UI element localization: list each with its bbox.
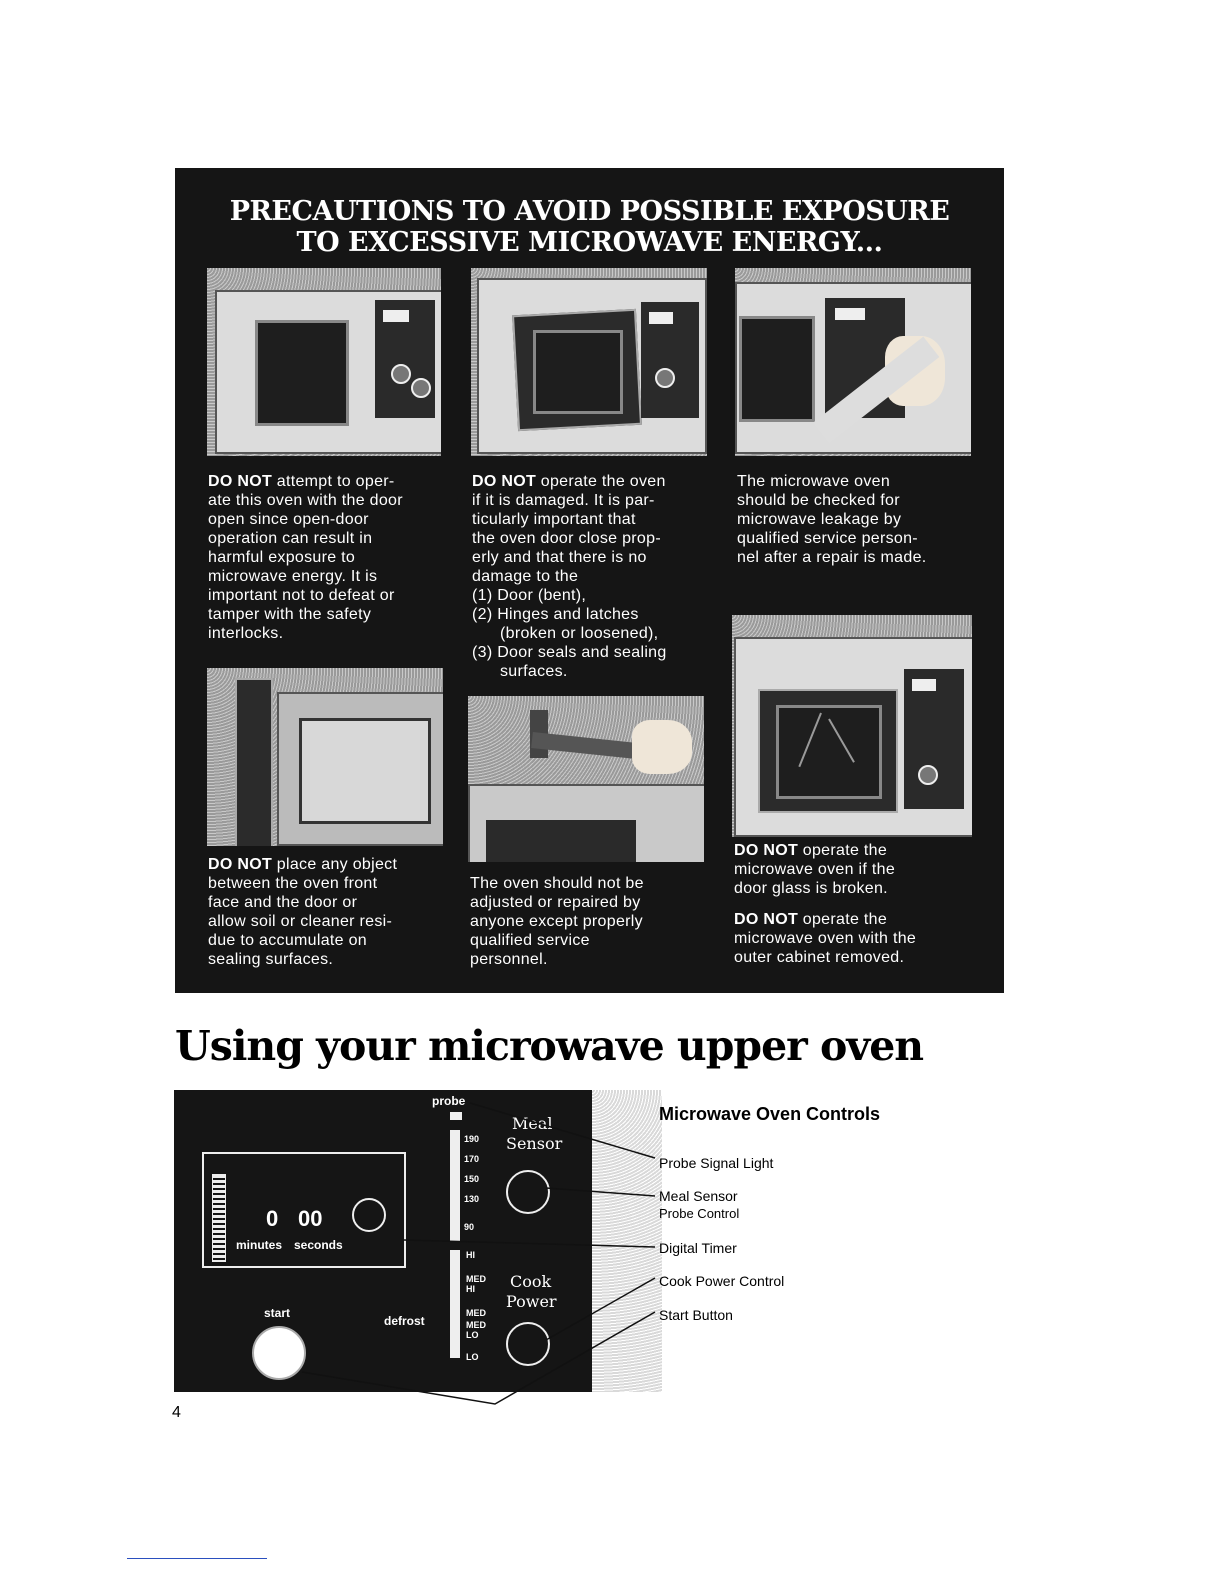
cook-power-label-2: Power [506, 1292, 557, 1311]
probe-signal-light [450, 1112, 462, 1120]
power-lo: LO [466, 1352, 479, 1362]
footer-rule [127, 1558, 267, 1559]
timer-bar-graph [212, 1174, 226, 1262]
control-panel-illustration [174, 1090, 592, 1392]
meal-sensor-label-2: Sensor [506, 1134, 563, 1153]
label-meal-sensor: Meal Sensor [659, 1188, 738, 1204]
power-med-hi: MED HI [466, 1274, 486, 1294]
col2-warning-2: The oven should not be adjusted or repaired by anyone except properly qualified service personnel. [470, 875, 644, 968]
minutes-label: minutes [236, 1238, 283, 1252]
temp-90: 90 [464, 1222, 475, 1232]
page-number: 4 [172, 1404, 181, 1421]
probe-label: probe [432, 1094, 466, 1108]
power-med: MED [466, 1308, 486, 1318]
photo-open-door-oven [207, 268, 441, 456]
section-title: Using your microwave upper oven [175, 1022, 924, 1070]
defrost-label: defrost [384, 1314, 425, 1328]
photo-hammer-repair [468, 696, 704, 862]
photo-object-in-door [207, 668, 443, 846]
col1-warning-1: DO NOT attempt to oper- ate this oven with the door open since open-door operation can result in harmful exposure to microwave energy. It is important not to defeat or tamper with the safety interlocks. [208, 473, 403, 642]
precautions-panel [175, 168, 1004, 993]
label-cook-power: Cook Power Control [659, 1273, 785, 1289]
label-probe-signal: Probe Signal Light [659, 1155, 774, 1171]
timer-knob[interactable] [352, 1198, 386, 1232]
photo-leakage-check [735, 268, 971, 456]
cook-power-knob[interactable] [506, 1322, 550, 1366]
power-scale [450, 1250, 460, 1358]
timer-seconds-digits: 00 [298, 1206, 323, 1231]
col3-note-1: The microwave oven should be checked for microwave leakage by qualified service person- nel after a repair is made. [737, 473, 927, 566]
temp-150: 150 [464, 1174, 480, 1184]
col1-warning-2: DO NOT place any object between the oven front face and the door or allow soil or cleaner resi- due to accumulate on sealing surfaces. [208, 856, 398, 968]
label-start-button: Start Button [659, 1307, 733, 1323]
photo-broken-glass [732, 615, 972, 837]
power-med-lo: MED LO [466, 1320, 486, 1340]
power-hi: HI [466, 1250, 475, 1260]
col2-warning-1: DO NOT operate the oven if it is damaged. It is par- ticularly important that the oven door close prop- erly and that there is no damage to the (1) Door (bent), (2) Hinges and latches (broken or loosened), (3) Door seals and sealing surfaces. [472, 473, 667, 680]
halftone-edge [592, 1090, 662, 1392]
controls-caption: Microwave Oven Controls [659, 1104, 881, 1124]
label-digital-timer: Digital Timer [659, 1240, 737, 1256]
photo-damaged-oven [471, 268, 707, 456]
temp-170: 170 [464, 1154, 480, 1164]
cook-power-label-1: Cook [510, 1272, 552, 1291]
meal-sensor-knob[interactable] [506, 1170, 550, 1214]
meal-sensor-label-1: Meal [512, 1114, 553, 1133]
seconds-label: seconds [294, 1238, 343, 1252]
temperature-scale [450, 1130, 460, 1242]
start-button[interactable] [252, 1326, 306, 1380]
temp-190: 190 [464, 1134, 480, 1144]
col3-warning-3: DO NOT operate the microwave oven with the outer cabinet removed. [734, 911, 917, 966]
temp-130: 130 [464, 1194, 480, 1204]
start-label: start [264, 1306, 291, 1320]
timer-minutes-digit: 0 [266, 1206, 279, 1231]
panel-title: PRECAUTIONS TO AVOID POSSIBLE EXPOSURE TO EXCESSIVE MICROWAVE ENERGY... [229, 196, 950, 258]
col3-warning-2: DO NOT operate the microwave oven if the door glass is broken. [734, 842, 896, 897]
label-probe-control: Probe Control [659, 1206, 740, 1221]
